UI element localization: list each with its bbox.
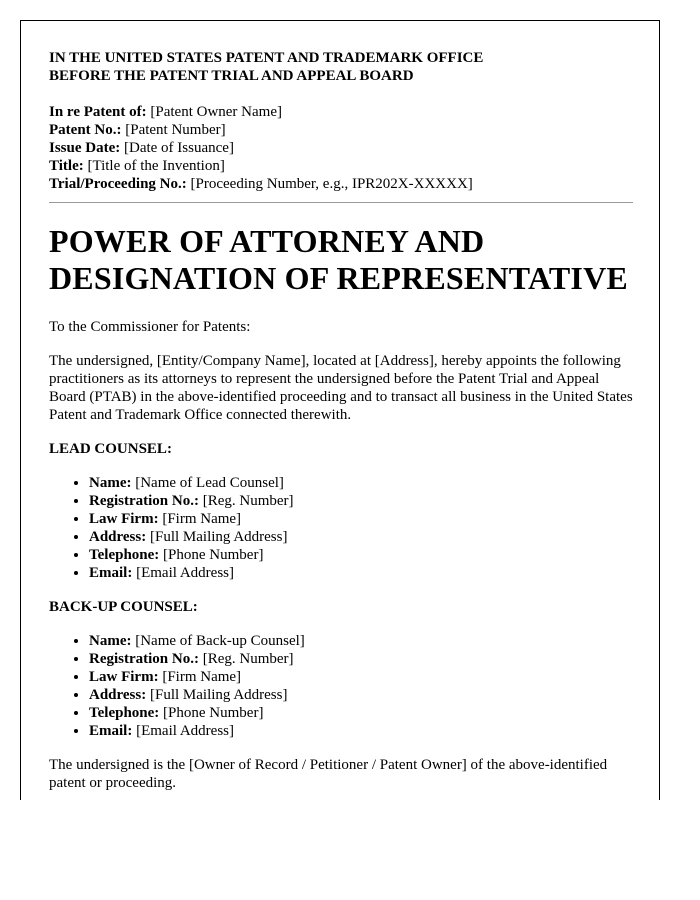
meta-value: [Patent Owner Name] [146,104,282,120]
field-value: [Firm Name] [158,669,242,685]
field-value: [Phone Number] [159,705,264,721]
meta-row-patent-of [49,103,633,121]
list-item [89,704,633,722]
field-label: Telephone: [89,705,160,721]
field-value: [Email Address] [132,565,234,581]
case-metadata [49,103,633,193]
list-item [89,722,633,740]
meta-row-proceeding-no [49,175,633,193]
field-label: Registration No.: [89,493,199,509]
list-item [89,546,633,564]
appointment-paragraph: The undersigned, [Entity/Company Name], located at [Address], hereby appoints the following practitioners as its attorneys to represent the undersigned before the Patent Trial and Appeal Board (PTAB) in the above-identified proceeding and to transact all business in the United States Patent and Trademark Office connected therewith. [49,353,633,423]
field-value: [Firm Name] [158,511,242,527]
meta-value: [Title of the Invention] [83,158,225,174]
field-label: Registration No.: [89,651,199,667]
backup-counsel-heading: BACK-UP COUNSEL: [49,599,198,615]
closing-paragraph: The undersigned is the [Owner of Record / Petitioner / Patent Owner] of the above-identified patent or proceeding. [49,757,608,791]
list-item [89,492,633,510]
field-value: [Phone Number] [159,547,264,563]
document-content [49,49,633,792]
meta-row-issue-date [49,139,633,157]
office-heading-line-2: BEFORE THE PATENT TRIAL AND APPEAL BOARD [49,68,414,84]
field-value: [Name of Back-up Counsel] [131,633,305,649]
field-value: [Full Mailing Address] [146,529,288,545]
list-item [89,650,633,668]
field-label: Address: [89,529,147,545]
field-label: Telephone: [89,547,160,563]
lead-counsel-heading: LEAD COUNSEL: [49,441,172,457]
meta-value: [Patent Number] [121,122,226,138]
meta-label: Patent No.: [49,122,122,138]
field-value: [Name of Lead Counsel] [131,475,284,491]
meta-label: Trial/Proceeding No.: [49,176,187,192]
list-item [89,528,633,546]
meta-label: Issue Date: [49,140,121,156]
list-item [89,668,633,686]
meta-value: [Date of Issuance] [120,140,234,156]
meta-row-patent-no [49,121,633,139]
field-label: Name: [89,633,132,649]
meta-value: [Proceeding Number, e.g., IPR202X-XXXXX] [186,176,473,192]
list-item [89,632,633,650]
field-label: Law Firm: [89,511,159,527]
list-item [89,564,633,582]
list-item [89,474,633,492]
document-title-line-2: DESIGNATION OF REPRESENTATIVE [49,260,628,296]
office-heading-line-1: IN THE UNITED STATES PATENT AND TRADEMARK OFFICE [49,50,484,66]
backup-counsel-list [49,632,633,740]
document-page [20,20,660,800]
field-label: Email: [89,565,133,581]
field-value: [Reg. Number] [198,493,294,509]
lead-counsel-list [49,474,633,582]
salutation: To the Commissioner for Patents: [49,319,251,335]
office-heading [49,49,633,85]
field-label: Name: [89,475,132,491]
field-value: [Full Mailing Address] [146,687,288,703]
document-title [49,223,633,297]
meta-label: In re Patent of: [49,104,147,120]
meta-row-title [49,157,633,175]
field-value: [Email Address] [132,723,234,739]
document-title-line-1: POWER OF ATTORNEY AND [49,223,485,259]
divider [49,202,633,203]
field-label: Address: [89,687,147,703]
meta-label: Title: [49,158,84,174]
list-item [89,686,633,704]
field-value: [Reg. Number] [198,651,294,667]
list-item [89,510,633,528]
field-label: Law Firm: [89,669,159,685]
field-label: Email: [89,723,133,739]
